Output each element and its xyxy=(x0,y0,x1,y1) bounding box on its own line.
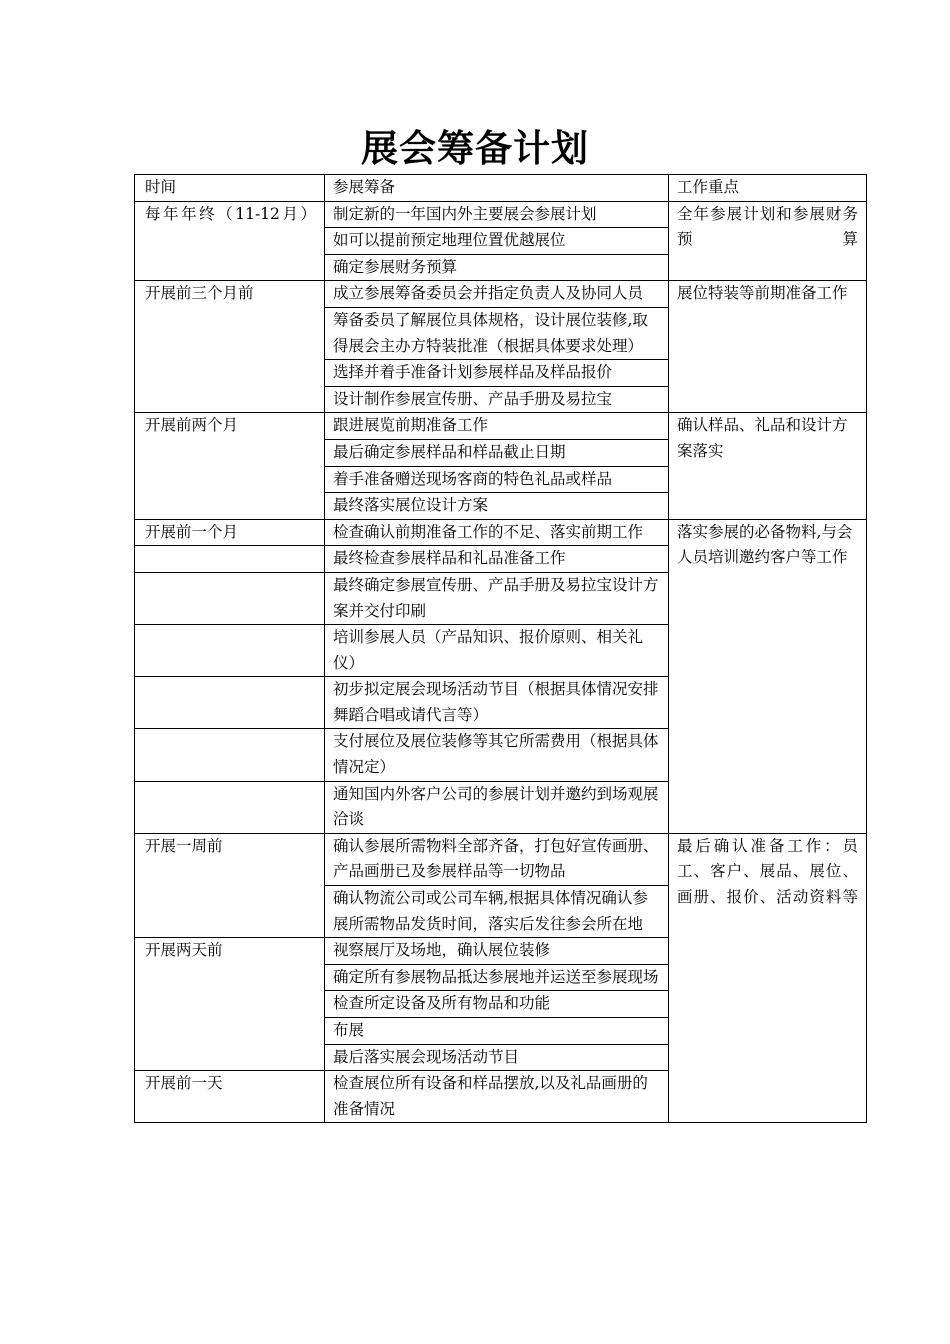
table-row xyxy=(135,413,867,440)
focus-cell: 落实参展的必备物料,与会人员培训邀约客户等工作 xyxy=(669,519,867,833)
prep-cell: 着手准备赠送现场客商的特色礼品或样品 xyxy=(325,466,669,493)
table-header-row xyxy=(135,175,867,202)
table-row xyxy=(135,519,867,546)
time-cell: 每年年终（11-12月） xyxy=(135,201,325,281)
prep-cell: 成立参展筹备委员会并指定负责人及协同人员 xyxy=(325,281,669,308)
prep-cell: 设计制作参展宣传册、产品手册及易拉宝 xyxy=(325,386,669,413)
empty-time-cell xyxy=(135,677,325,729)
prep-cell: 检查所定设备及所有物品和功能 xyxy=(325,991,669,1018)
header-time: 时间 xyxy=(135,175,325,202)
time-cell: 开展两天前 xyxy=(135,938,325,1071)
prep-cell: 筹备委员了解展位具体规格，设计展位装修,取得展会主办方特装批准（根据具体要求处理） xyxy=(325,307,669,359)
focus-cell: 最后确认准备工作：员工、客户、展品、展位、画册、报价、活动资料等 xyxy=(669,833,867,1123)
prep-cell: 如可以提前预定地理位置优越展位 xyxy=(325,228,669,255)
focus-cell: 确认样品、礼品和设计方案落实 xyxy=(669,413,867,519)
empty-time-cell xyxy=(135,546,325,573)
prep-cell: 制定新的一年国内外主要展会参展计划 xyxy=(325,201,669,228)
prep-cell: 初步拟定展会现场活动节目（根据具体情况安排舞蹈合唱或请代言等） xyxy=(325,677,669,729)
prep-cell: 跟进展览前期准备工作 xyxy=(325,413,669,440)
prep-cell: 通知国内外客户公司的参展计划并邀约到场观展洽谈 xyxy=(325,781,669,833)
prep-cell: 确认物流公司或公司车辆,根据具体情况确认参展所需物品发货时间，落实后发往参会所在地 xyxy=(325,886,669,938)
prep-cell: 最终落实展位设计方案 xyxy=(325,493,669,520)
prep-cell: 确定参展财务预算 xyxy=(325,254,669,281)
prep-cell: 视察展厅及场地，确认展位装修 xyxy=(325,938,669,965)
header-prep: 参展筹备 xyxy=(325,175,669,202)
empty-time-cell xyxy=(135,729,325,781)
prep-cell: 确认参展所需物料全部齐备，打包好宣传画册、产品画册已及参展样品等一切物品 xyxy=(325,833,669,885)
table-row xyxy=(135,281,867,308)
prep-cell: 最后确定参展样品和样品截止日期 xyxy=(325,439,669,466)
prep-cell: 最终确定参展宣传册、产品手册及易拉宝设计方案并交付印刷 xyxy=(325,572,669,624)
time-cell: 开展前一个月 xyxy=(135,519,325,546)
empty-time-cell xyxy=(135,572,325,624)
table-row xyxy=(135,201,867,228)
plan-table xyxy=(134,174,867,1123)
prep-cell: 确定所有参展物品抵达参展地并运送至参展现场 xyxy=(325,964,669,991)
empty-time-cell xyxy=(135,781,325,833)
time-cell: 开展前三个月前 xyxy=(135,281,325,413)
prep-cell: 最后落实展会现场活动节目 xyxy=(325,1044,669,1071)
empty-time-cell xyxy=(135,625,325,677)
page-title: 展会筹备计划 xyxy=(361,127,589,170)
prep-cell: 支付展位及展位装修等其它所需费用（根据具体情况定） xyxy=(325,729,669,781)
focus-cell: 全年参展计划和参展财务预算 xyxy=(669,201,867,281)
prep-cell: 选择并着手准备计划参展样品及样品报价 xyxy=(325,360,669,387)
time-cell: 开展一周前 xyxy=(135,833,325,937)
prep-cell: 检查展位所有设备和样品摆放,以及礼品画册的准备情况 xyxy=(325,1071,669,1123)
prep-cell: 最终检查参展样品和礼品准备工作 xyxy=(325,546,669,573)
header-focus: 工作重点 xyxy=(669,175,867,202)
prep-cell: 培训参展人员（产品知识、报价原则、相关礼仪） xyxy=(325,625,669,677)
table-row xyxy=(135,833,867,885)
prep-cell: 检查确认前期准备工作的不足、落实前期工作 xyxy=(325,519,669,546)
focus-cell: 展位特装等前期准备工作 xyxy=(669,281,867,413)
time-cell: 开展前一天 xyxy=(135,1071,325,1123)
prep-cell: 布展 xyxy=(325,1018,669,1045)
time-cell: 开展前两个月 xyxy=(135,413,325,519)
